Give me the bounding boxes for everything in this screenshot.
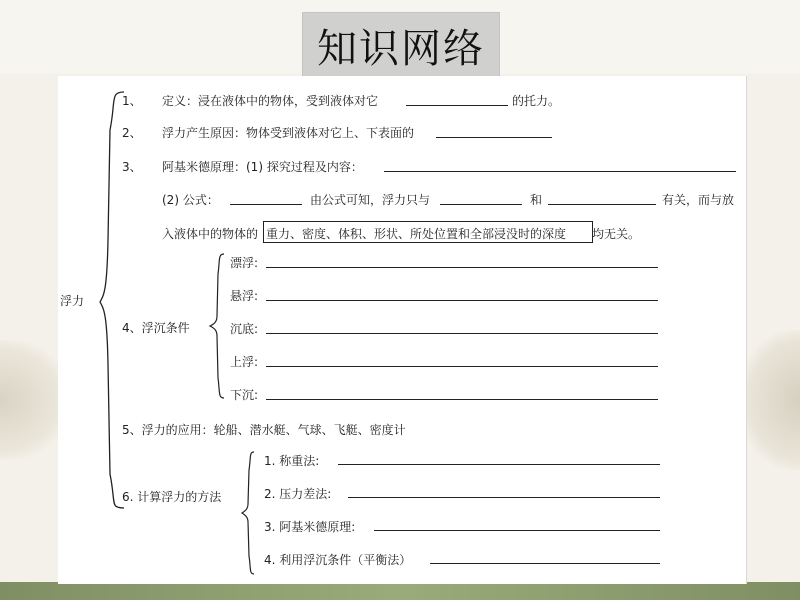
item3-line3-suffix: 均无关。 (592, 227, 641, 241)
method-weighing-blank[interactable] (338, 464, 660, 465)
root-brace (98, 90, 138, 510)
condition-sink-bottom: 沉底: (230, 322, 259, 336)
condition-rise: 上浮: (230, 355, 259, 369)
item3-tail: 有关，而与放 (662, 193, 735, 207)
item2-blank[interactable] (436, 137, 552, 138)
item4-brace (208, 252, 232, 400)
condition-suspend: 悬浮: (230, 289, 259, 303)
item5-text: 5、浮力的应用：轮船、潜水艇、气球、飞艇、密度计 (122, 423, 406, 437)
item3-blank-factor1[interactable] (440, 204, 522, 205)
method-pressure-difference-blank[interactable] (348, 497, 660, 498)
slide-title: 知识网络 (302, 12, 500, 78)
condition-suspend-blank[interactable] (266, 300, 658, 301)
method-equilibrium-blank[interactable] (430, 563, 660, 564)
item1-blank[interactable] (406, 105, 508, 106)
item3-and: 和 (530, 193, 543, 207)
item3-line1: 阿基米德原理：(1) 探究过程及内容： (162, 160, 363, 174)
condition-sink: 下沉: (230, 388, 259, 402)
item1-text: 定义：浸在液体中的物体，受到液体对它 (162, 94, 379, 108)
knowledge-network-sheet (58, 76, 747, 584)
condition-rise-blank[interactable] (266, 366, 658, 367)
item1-suffix: 的托力。 (512, 94, 561, 108)
item6-label: 6. 计算浮力的方法 (122, 490, 222, 504)
condition-sink-blank[interactable] (266, 399, 658, 400)
method-pressure-difference: 2. 压力差法: (264, 487, 332, 501)
item6-brace (240, 450, 262, 576)
method-archimedes: 3. 阿基米德原理: (264, 520, 356, 534)
item3-blank-formula[interactable] (230, 204, 302, 205)
item3-number: 3、 (122, 160, 142, 174)
item3-blank-process[interactable] (384, 171, 736, 172)
item3-boxed-factors: 重力、密度、体积、形状、所处位置和全部浸没时的深度 (266, 227, 567, 241)
item3-formula-mid: 由公式可知，浮力只与 (310, 193, 431, 207)
root-label: 浮力 (60, 294, 85, 308)
bottom-band (0, 582, 800, 600)
method-weighing: 1. 称重法: (264, 454, 320, 468)
item3-line3-prefix: 入液体中的物体的 (162, 227, 259, 241)
condition-float-blank[interactable] (266, 267, 658, 268)
item1-number: 1、 (122, 94, 142, 108)
item4-label: 4、浮沉条件 (122, 321, 190, 335)
method-equilibrium: 4. 利用浮沉条件（平衡法） (264, 553, 412, 567)
item3-formula-label: (2) 公式： (162, 193, 219, 207)
item2-number: 2、 (122, 126, 142, 140)
condition-float: 漂浮: (230, 256, 259, 270)
decorative-fan-right (740, 330, 800, 470)
method-archimedes-blank[interactable] (374, 530, 660, 531)
item3-blank-factor2[interactable] (548, 204, 656, 205)
item2-text: 浮力产生原因：物体受到液体对它上、下表面的 (162, 126, 415, 140)
condition-sink-bottom-blank[interactable] (266, 333, 658, 334)
